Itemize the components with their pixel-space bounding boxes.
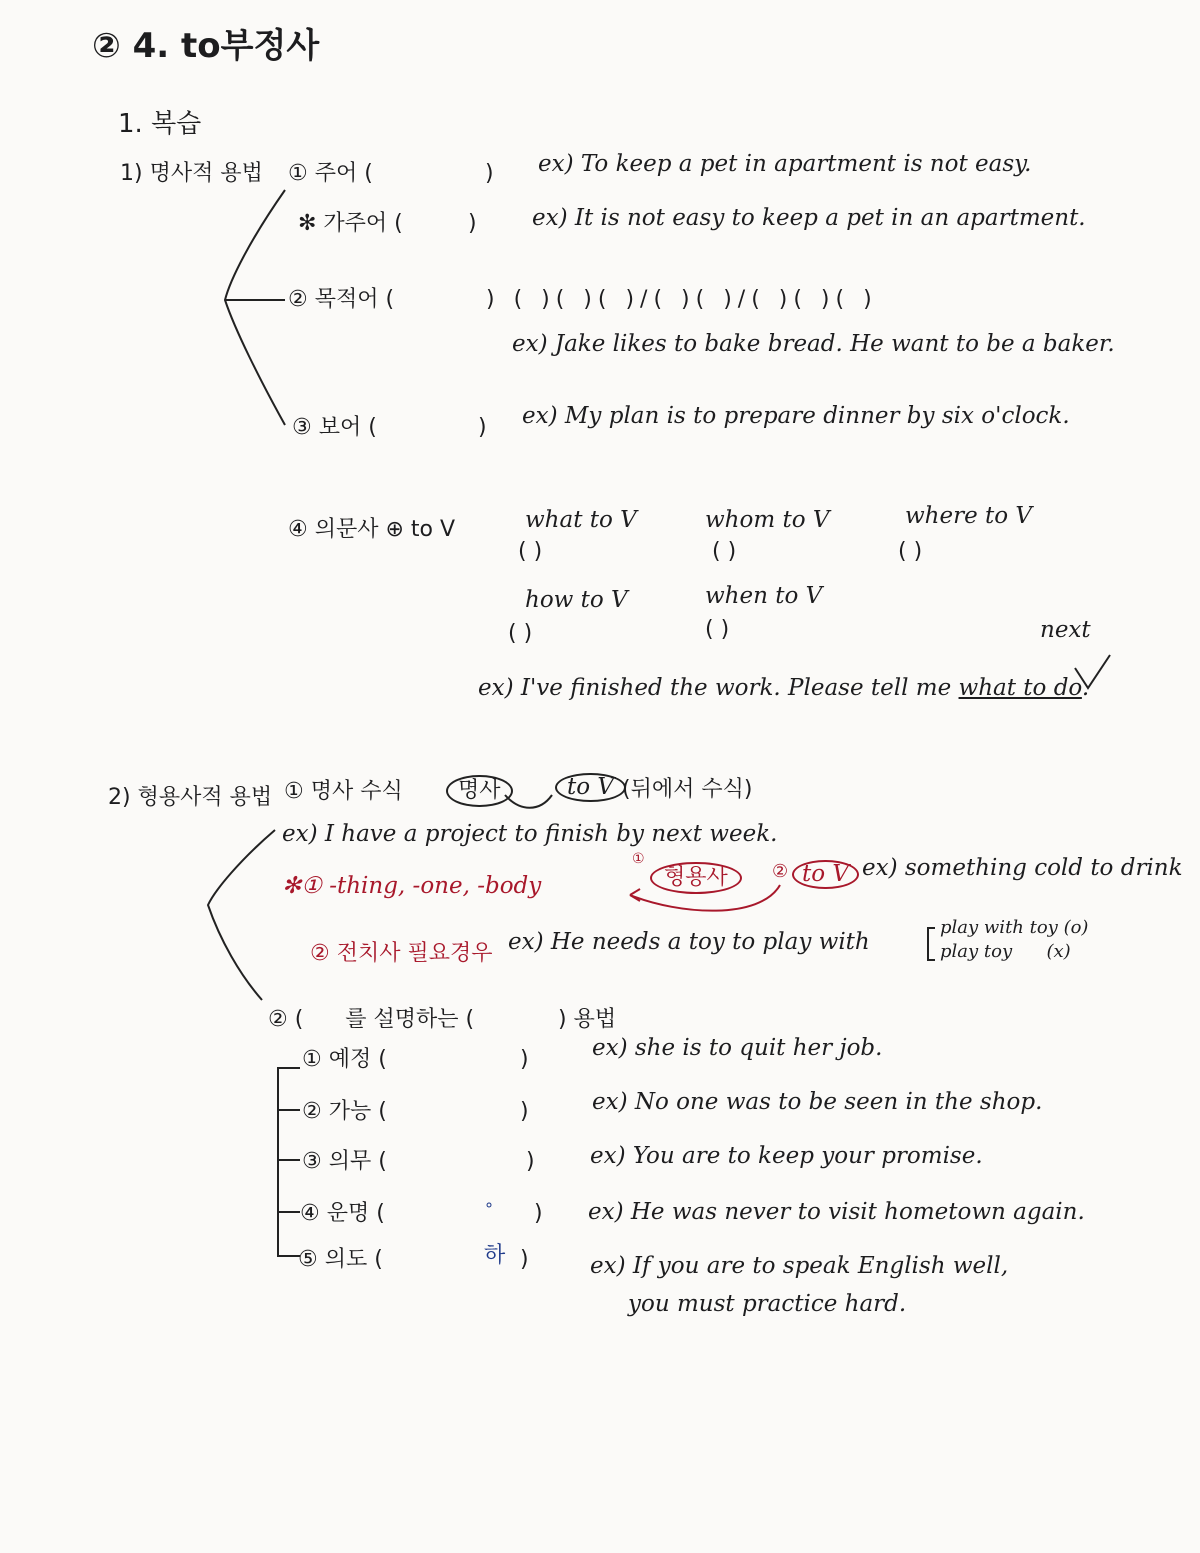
adjectival-heading: 2) 형용사적 용법 — [108, 785, 273, 810]
wh-blank-whom: ( ) — [712, 539, 737, 564]
be-to-item-3-close: ) — [526, 1149, 535, 1174]
be-to-item-3-example: ex) You are to keep your promise. — [590, 1143, 983, 1169]
be-to-item-4-example: ex) He was never to visit hometown again. — [588, 1199, 1085, 1225]
wh-item-whom: whom to V — [705, 507, 830, 533]
be-to-item-2-label: ② 가능 ( — [302, 1099, 387, 1124]
modify-note: (뒤에서 수식) — [622, 777, 753, 802]
dummy-subject-label: ✻ 가주어 ( — [298, 211, 403, 236]
complement-label: ③ 보어 ( — [292, 415, 377, 440]
special-n2: ② — [772, 861, 789, 882]
dummy-subject-example: ex) It is not easy to keep a pet in an apartment. — [532, 205, 1086, 231]
be-to-item-1-close: ) — [520, 1047, 529, 1072]
nominal-heading: 1) 명사적 용법 — [120, 161, 263, 186]
wh-item-what: what to V — [525, 507, 637, 533]
prep-label: ② 전치사 필요경우 — [310, 941, 493, 966]
section-review: 1. 복습 — [118, 109, 202, 139]
special-n1: ① — [632, 851, 645, 867]
wh-blank-what: ( ) — [518, 539, 543, 564]
wh-item-when: when to V — [705, 583, 823, 609]
wh-blank-how: ( ) — [508, 621, 533, 646]
be-to-item-5-label: ⑤ 의도 ( — [298, 1247, 383, 1272]
be-to-item-2-close: ) — [520, 1099, 529, 1124]
wh-blank-where: ( ) — [898, 539, 923, 564]
wh-blank-when: ( ) — [705, 617, 730, 642]
object-example: ex) Jake likes to bake bread. He want to be a baker. — [512, 331, 1115, 357]
page-title: ② 4. to부정사 — [92, 26, 320, 66]
dummy-subject-close: ) — [468, 211, 477, 236]
modify-label: ① 명사 수식 — [284, 779, 403, 804]
noun-circle: 명사 — [446, 775, 513, 807]
be-to-heading: ② ( 를 설명하는 ( ) 용법 — [268, 1007, 617, 1032]
be-to-item-1-example: ex) she is to quit her job. — [592, 1035, 883, 1061]
subject-example: ex) To keep a pet in apartment is not easy. — [538, 151, 1032, 177]
be-to-item-5-close: ) — [520, 1247, 529, 1272]
wh-example-underlined: what to do — [958, 675, 1082, 701]
complement-example: ex) My plan is to prepare dinner by six o'clock. — [522, 403, 1070, 429]
special-prefix: ✻① -thing, -one, -body — [282, 873, 542, 899]
prep-example: ex) He needs a toy to play with — [508, 929, 870, 955]
wh-label: ④ 의문사 ⊕ to V — [288, 517, 456, 542]
adjectival-example-1: ex) I have a project to finish by next week. — [282, 821, 778, 847]
be-to-item-4-close: ) — [534, 1201, 543, 1226]
wh-example — [478, 676, 1089, 701]
wh-example-prefix: ex) I've finished the work. Please tell me — [478, 675, 952, 701]
prep-option-1: play with toy (o) — [940, 917, 1089, 938]
adjective-circle: 형용사 — [650, 862, 742, 894]
be-to-item-1-label: ① 예정 ( — [302, 1047, 387, 1072]
be-to-item-5-example: ex) If you are to speak English well, — [590, 1253, 1009, 1279]
prep-option-2: play toy (x) — [940, 941, 1071, 962]
wh-example-suffix: . — [1081, 675, 1090, 701]
complement-close: ) — [478, 415, 487, 440]
tov-circle: to V — [555, 773, 626, 802]
be-to-item-4-mark: ∘ — [484, 1195, 495, 1214]
wh-item-where: where to V — [905, 503, 1033, 529]
object-blanks: ) ( )( )( )/( )( )/( )( )( ) — [486, 287, 878, 312]
subject-close: ) — [485, 161, 494, 186]
special-example: ex) something cold to drink — [862, 855, 1183, 881]
special-tov-circle: to V — [792, 860, 859, 889]
be-to-item-5-example-2: you must practice hard. — [628, 1291, 907, 1317]
subject-label: ① 주어 ( — [288, 161, 373, 186]
be-to-item-5-mark: 하 — [484, 1243, 506, 1268]
be-to-item-3-label: ③ 의무 ( — [302, 1149, 387, 1174]
object-label: ② 목적어 ( — [288, 287, 395, 312]
wh-item-how: how to V — [525, 587, 628, 613]
insert-next: next — [1040, 617, 1091, 643]
be-to-item-2-example: ex) No one was to be seen in the shop. — [592, 1089, 1043, 1115]
be-to-item-4-label: ④ 운명 ( — [300, 1201, 385, 1226]
